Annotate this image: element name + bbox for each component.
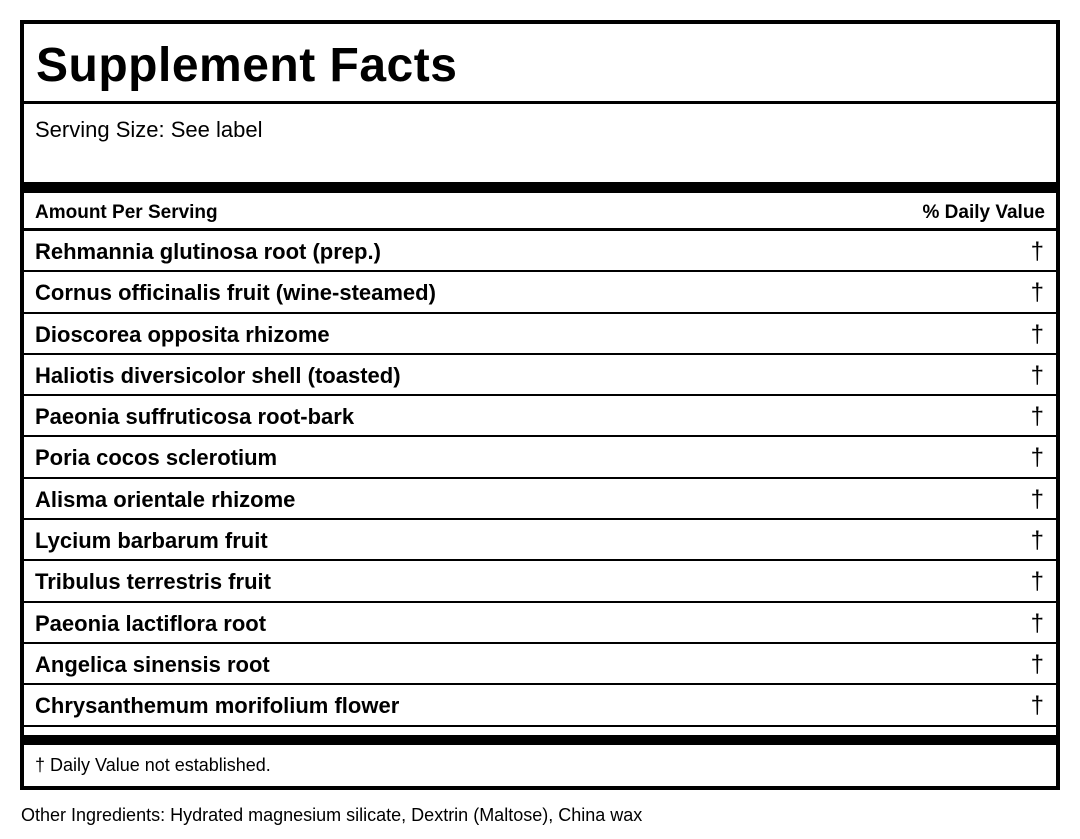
- ingredient-name: Lycium barbarum fruit: [35, 528, 268, 554]
- ingredient-name: Cornus officinalis fruit (wine-steamed): [35, 280, 436, 306]
- ingredient-name: Angelica sinensis root: [35, 651, 270, 677]
- other-ingredients: Other Ingredients: Hydrated magnesium silicate, Dextrin (Maltose), China wax: [21, 805, 643, 825]
- ingredient-row: [24, 644, 1056, 685]
- thick-divider-top: [24, 182, 1056, 193]
- ingredient-name: Tribulus terrestris fruit: [35, 569, 271, 595]
- ingredient-row: [24, 685, 1056, 726]
- daily-value-mark: †: [1030, 609, 1044, 637]
- ingredient-row: [24, 603, 1056, 644]
- ingredient-row: [24, 355, 1056, 396]
- daily-value-mark: †: [1030, 279, 1044, 307]
- column-header-row: [24, 193, 1056, 231]
- daily-value-mark: †: [1030, 650, 1044, 678]
- ingredient-name: Chrysanthemum morifolium flower: [35, 693, 400, 719]
- ingredient-row: [24, 272, 1056, 313]
- ingredient-name: Poria cocos sclerotium: [35, 445, 278, 471]
- daily-value-mark: †: [1030, 403, 1044, 431]
- thick-divider-bottom: [24, 735, 1056, 745]
- daily-value-mark: †: [1030, 527, 1044, 555]
- daily-value-mark: †: [1030, 320, 1044, 348]
- ingredient-row: [24, 231, 1056, 272]
- title-row: [24, 24, 1056, 104]
- ingredient-name: Haliotis diversicolor shell (toasted): [35, 362, 401, 388]
- ingredient-row: [24, 437, 1056, 478]
- daily-value-header: % Daily Value: [922, 202, 1045, 223]
- ingredient-name: Paeonia lactiflora root: [35, 610, 267, 636]
- serving-size: Serving Size: See label: [35, 117, 263, 142]
- ingredient-list: [24, 231, 1056, 727]
- ingredient-name: Paeonia suffruticosa root-bark: [35, 404, 355, 430]
- ingredient-name: Rehmannia glutinosa root (prep.): [35, 239, 381, 264]
- daily-value-mark: †: [1030, 444, 1044, 472]
- ingredient-row: [24, 396, 1056, 437]
- serving-size-row: [24, 104, 1056, 182]
- ingredient-row: [24, 314, 1056, 355]
- daily-value-mark: †: [1030, 485, 1044, 513]
- daily-value-mark: †: [1030, 568, 1044, 596]
- ingredient-row: [24, 479, 1056, 520]
- daily-value-mark: †: [1030, 361, 1044, 389]
- ingredient-name: Dioscorea opposita rhizome: [35, 321, 330, 347]
- ingredient-name: Alisma orientale rhizome: [35, 486, 296, 512]
- daily-value-mark: †: [1030, 238, 1044, 265]
- daily-value-mark: †: [1030, 692, 1044, 720]
- panel-title: Supplement Facts: [36, 39, 458, 92]
- daily-value-footnote: † Daily Value not established.: [35, 755, 271, 775]
- supplement-facts-panel: [20, 20, 1060, 790]
- ingredient-row: [24, 520, 1056, 561]
- ingredient-row: [24, 561, 1056, 602]
- amount-per-serving-header: Amount Per Serving: [35, 202, 218, 223]
